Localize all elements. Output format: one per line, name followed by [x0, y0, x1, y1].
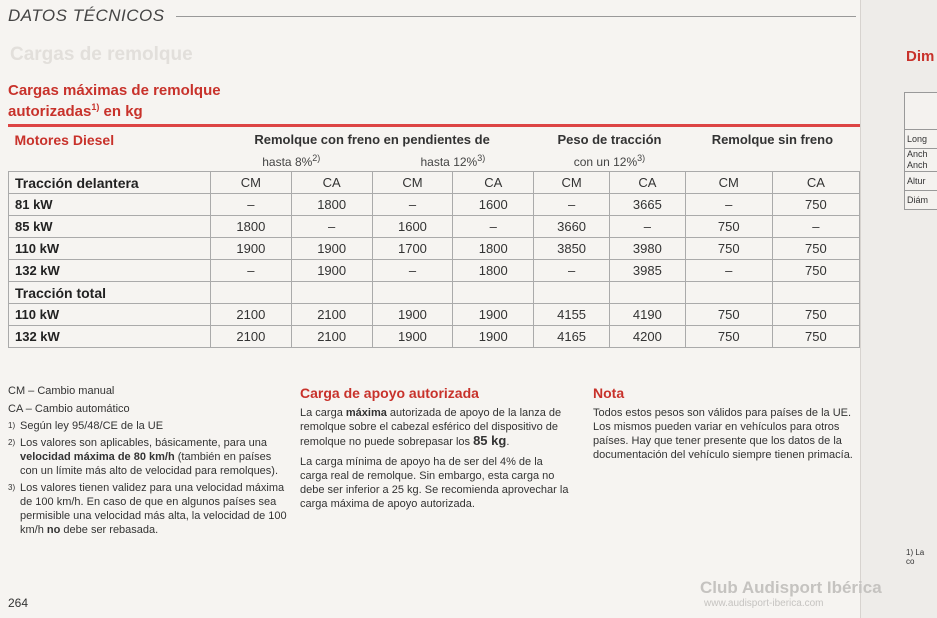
page-number: 264 [8, 596, 29, 610]
table-row: 132 kW 2100 2100 1900 1900 4165 4200 750 750 [9, 326, 860, 348]
apoyo-paragraph-1: La carga máxima autorizada de apoyo de la lanza de remolque sobre el cabezal esférico del dispositivo de remolque no puede sobrepasar los 85 kg. [300, 407, 562, 448]
nota-text: Todos estos pesos son válidos para países de la UE. Los mismos pueden variar en vehículos para otros países. Hay que tener presente que los datos de la documentación del vehículo siempre tienen primacía. [593, 407, 853, 461]
table-row: 132 kW – 1900 – 1800 – 3985 – 750 [9, 260, 860, 282]
legend [8, 384, 290, 537]
footnote-1: 1) Según ley 95/48/CE de la UE [8, 420, 164, 432]
table-row: Tracción total [9, 282, 860, 304]
right-page-title: Dim [906, 48, 935, 65]
table-row: 110 kW 2100 2100 1900 1900 4155 4190 750 750 [9, 304, 860, 326]
section-title: Cargas máximas de remolque autorizadas$^{1)}$ en kg [8, 82, 221, 120]
table-row: 85 kW 1800 – 1600 – 3660 – 750 – [9, 216, 860, 238]
group-header-traction: Peso de tracción [557, 132, 662, 147]
table-row: 110 kW 1900 1900 1700 1800 3850 3980 750 750 [9, 238, 860, 260]
nota-section [593, 386, 855, 468]
sub-header-12: hasta 12%$^{3)}$ [420, 152, 486, 169]
watermark-url: www.audisport-iberica.com [704, 598, 824, 609]
ghost-title: Cargas de remolque [10, 44, 193, 65]
group-header-brake: Remolque con freno en pendientes de [254, 132, 490, 147]
page-header: DATOS TÉCNICOS [8, 6, 165, 25]
group-header-nobrake: Remolque sin freno [711, 132, 834, 147]
right-page-footnote: 1) La co [906, 548, 925, 566]
sub-header-traction: con un 12%$^{3)}$ [573, 152, 646, 169]
trailer-load-table [8, 124, 860, 348]
apoyo-paragraph-2: La carga mínima de apoyo ha de ser del 4% de la carga real de remolque. Sin embargo, esta carga no debe ser inferior a 25 kg. Se recomienda aprovechar la carga máxima de apoyo autorizada. [300, 456, 569, 510]
table-row: 81 kW – 1800 – 1600 – 3665 – 750 [9, 194, 860, 216]
motor-header: Motores Diesel [14, 131, 115, 148]
right-page-table: Long Anch Anch Altur Diám [904, 92, 937, 209]
apoyo-section [300, 386, 572, 517]
footnote-3: 3) Los valores tienen validez para una velocidad máxima de 100 km/h. En caso de que en algunos países sea permisible una velocidad más alta, la velocidad de 100 km/h no debe ser rebasada. [8, 482, 287, 536]
legend-cm: CM – Cambio manual [8, 385, 115, 397]
legend-ca: CA – Cambio automático [8, 403, 130, 415]
table-row: Tracción delantera CM CA CM CA CM CA CM CA [9, 172, 860, 194]
sub-header-8: hasta 8%$^{2)}$ [262, 152, 321, 169]
footnote-2: 2) Los valores son aplicables, básicamente, para una velocidad máxima de 80 km/h (también en países con un límite más alto de velocidad para remolques). [8, 437, 279, 477]
header-rule [176, 16, 856, 17]
nota-title: Nota [593, 385, 625, 401]
watermark: Club Audisport Ibérica [700, 578, 882, 597]
apoyo-title: Carga de apoyo autorizada [300, 385, 479, 401]
